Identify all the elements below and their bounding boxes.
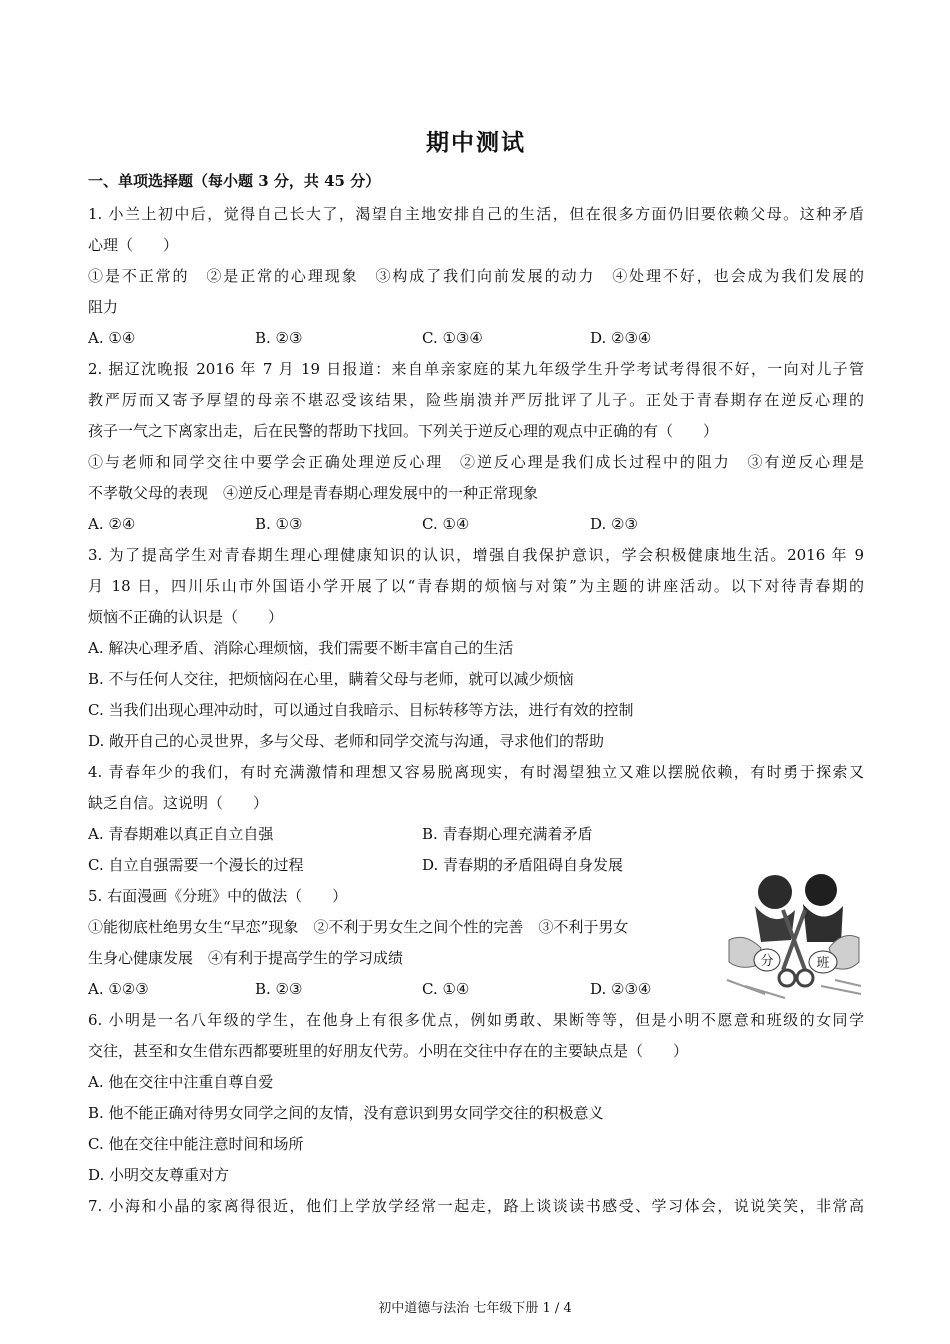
question-text: 交往，甚至和女生借东西都要班里的好朋友代劳。小明在交往中存在的主要缺点是（ ） xyxy=(88,1042,689,1060)
option-a: A. ①②③ xyxy=(88,980,149,998)
option-a: A. 解决心理矛盾、消除心理烦恼，我们需要不断丰富自己的生活 xyxy=(88,639,514,657)
option-b: B. 他不能正确对待男女同学之间的友情，没有意识到男女同学交往的积极意义 xyxy=(88,1104,604,1122)
question-text: 教严厉而又寄予厚望的母亲不堪忍受该结果，险些崩溃并严厉批评了儿子。正处于青春期存在逆反心理的 xyxy=(88,391,864,409)
statement-list: 生身心健康发展 ④有利于提高学生的学习成绩 xyxy=(88,949,404,967)
statement-list: 阻力 xyxy=(88,298,119,316)
option-a: A. 青春期难以真正自立自强 xyxy=(88,825,274,843)
option-d: D. 敞开自己的心灵世界，多与父母、老师和同学交流与沟通，寻求他们的帮助 xyxy=(88,732,605,750)
option-a: A. ②④ xyxy=(88,515,136,533)
option-c: C. ①③④ xyxy=(422,329,483,347)
answer-options xyxy=(88,323,864,354)
answer-options xyxy=(88,819,864,850)
option-b: B. ②③ xyxy=(255,329,303,347)
question-text: 4. 青春年少的我们，有时充满激情和理想又容易脱离现实，有时渴望独立又难以摆脱依赖，有时勇于探索又 xyxy=(88,763,864,781)
option-d: D. ②③ xyxy=(590,515,638,533)
option-d: D. 小明交友尊重对方 xyxy=(88,1166,230,1184)
page-title: 期中测试 xyxy=(426,129,526,156)
page-footer: 初中道德与法治 七年级下册 1 / 4 xyxy=(378,1301,572,1316)
question-text: 6. 小明是一名八年级的学生，在他身上有很多优点，例如勇敢、果断等等，但是小明不愿意和班级的女同学 xyxy=(88,1011,864,1029)
question-text: 5. 右面漫画《分班》中的做法（ ） xyxy=(88,887,348,905)
option-a: A. ①④ xyxy=(88,329,136,347)
question-text: 3. 为了提高学生对青春期生理心理健康知识的认识，增强自我保护意识，学会积极健康地生活。2016 年 9 xyxy=(88,546,864,564)
option-a: A. 他在交往中注重自尊自爱 xyxy=(88,1073,274,1091)
question-text: 心理（ ） xyxy=(88,236,179,254)
option-b: B. ①③ xyxy=(255,515,303,533)
option-b: B. 青春期心理充满着矛盾 xyxy=(422,825,593,843)
question-text: 月 18 日，四川乐山市外国语小学开展了以“青春期的烦恼与对策”为主题的讲座活动。以下对待青春期的 xyxy=(88,577,864,595)
option-c: C. 他在交往中能注意时间和场所 xyxy=(88,1135,304,1153)
girl-head xyxy=(758,875,792,909)
statement-list: ①能彻底杜绝男女生“早恋”现象 ②不利于男女生之间个性的完善 ③不利于男女 xyxy=(88,918,629,936)
option-b: B. 不与任何人交往，把烦恼闷在心里，瞒着父母与老师，就可以减少烦恼 xyxy=(88,670,574,688)
cartoon-illustration xyxy=(725,870,863,1000)
option-b: B. ②③ xyxy=(255,980,303,998)
option-d: D. ②③④ xyxy=(590,329,652,347)
option-c: C. ①④ xyxy=(422,515,470,533)
option-c: C. 自立自强需要一个漫长的过程 xyxy=(88,856,304,874)
answer-options xyxy=(88,509,864,540)
option-c: C. 当我们出现心理冲动时，可以通过自我暗示、目标转移等方法，进行有效的控制 xyxy=(88,701,634,719)
statement-list: ①与老师和同学交往中要学会正确处理逆反心理 ②逆反心理是我们成长过程中的阻力 ③有逆反心理是 xyxy=(88,453,864,471)
option-c: C. ①④ xyxy=(422,980,470,998)
question-text: 孩子一气之下离家出走，后在民警的帮助下找回。下列关于逆反心理的观点中正确的有（ ） xyxy=(88,422,719,440)
option-d: D. ②③④ xyxy=(590,980,652,998)
question-list xyxy=(88,199,864,1222)
question-text: 缺乏自信。这说明（ ） xyxy=(88,794,269,812)
cartoon-label-fen: 分 xyxy=(760,954,774,969)
statement-list: ①是不正常的 ②是正常的心理现象 ③构成了我们向前发展的动力 ④处理不好，也会成为我们发展的 xyxy=(88,267,864,285)
cartoon-label-ban: 班 xyxy=(816,956,830,971)
question-text: 7. 小海和小晶的家离得很近，他们上学放学经常一起走，路上谈谈读书感受、学习体会，说说笑笑，非常高 xyxy=(88,1197,864,1215)
boy-head xyxy=(805,874,837,906)
question-text: 2. 据辽沈晚报 2016 年 7 月 19 日报道：来自单亲家庭的某九年级学生升学考试考得很不好，一向对儿子管 xyxy=(88,360,864,378)
option-d: D. 青春期的矛盾阻碍自身发展 xyxy=(422,856,624,874)
statement-list: 不孝敬父母的表现 ④逆反心理是青春期心理发展中的一种正常现象 xyxy=(88,484,539,502)
question-text: 烦恼不正确的认识是（ ） xyxy=(88,608,284,626)
section-heading: 一、单项选择题（每小题 3 分，共 45 分） xyxy=(88,172,381,190)
question-text: 1. 小兰上初中后，觉得自己长大了，渴望自主地安排自己的生活，但在很多方面仍旧要依赖父母。这种矛盾 xyxy=(88,205,864,223)
